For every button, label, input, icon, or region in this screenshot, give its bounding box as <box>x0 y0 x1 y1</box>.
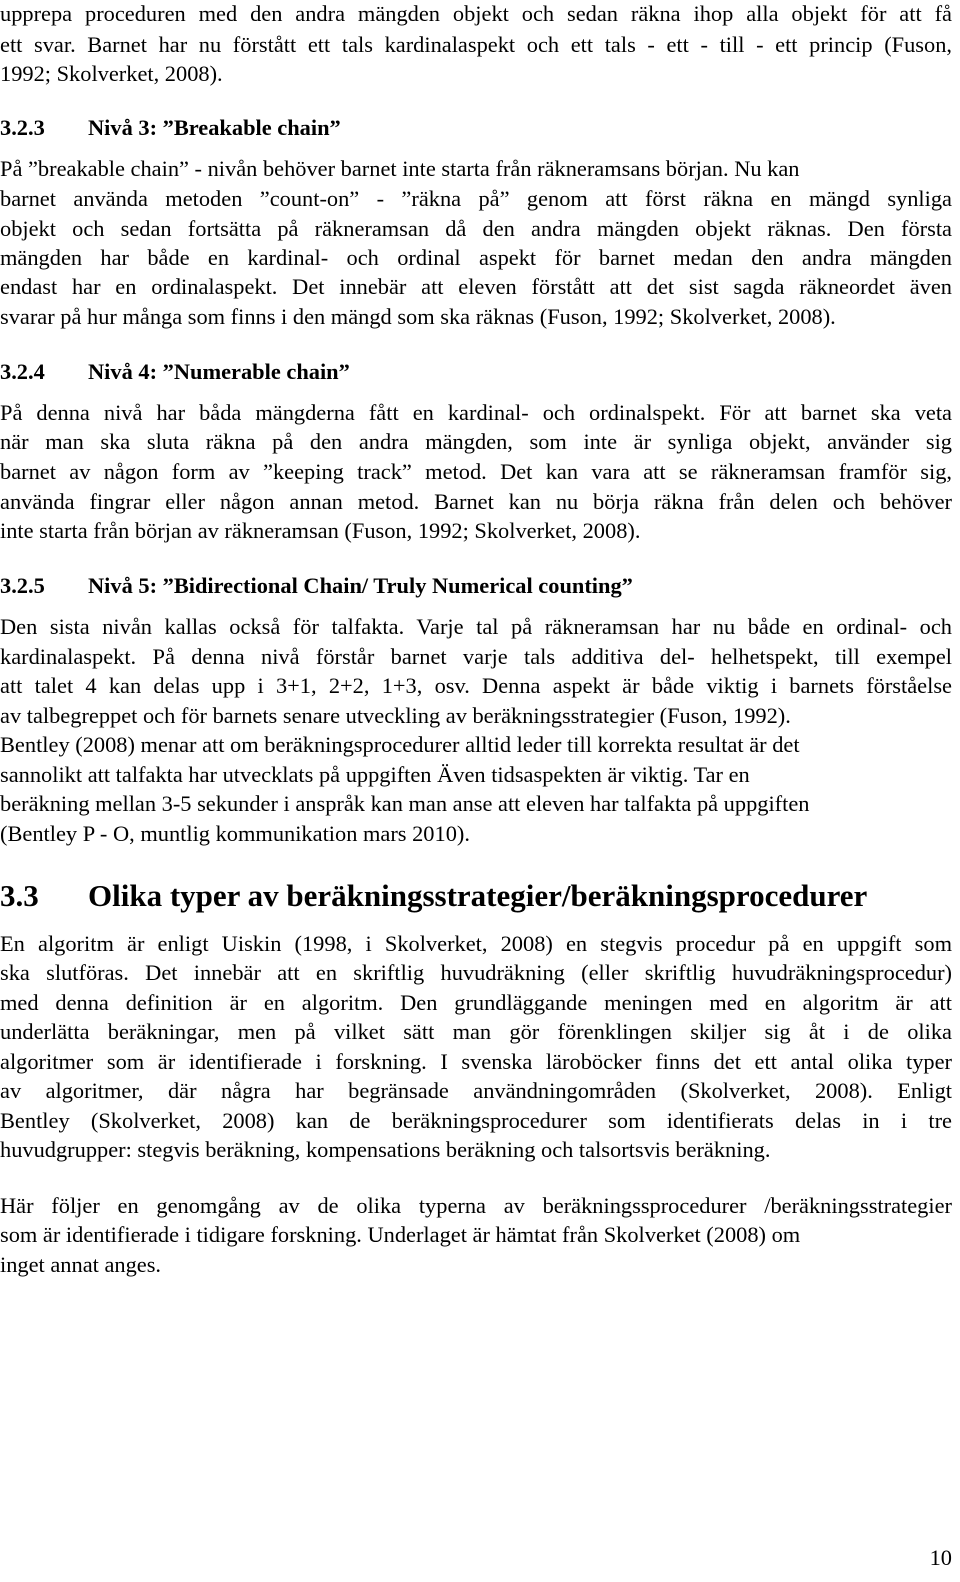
body-line: mängden har både en kardinal- och ordinal aspekt för barnet medan den andra mängden <box>0 245 952 270</box>
body-line: av talbegreppet och för barnets senare utveckling av beräkningsstrategier (Fuson, 1992). <box>0 703 791 728</box>
heading-3-2-5 <box>0 570 633 602</box>
body-line: svarar på hur många som finns i den mängd som ska räknas (Fuson, 1992; Skolverket, 2008). <box>0 304 836 329</box>
heading-title: Olika typer av beräkningsstrategier/beräkningsprocedurer <box>88 878 868 913</box>
body-line: algoritmer som är identifierade i forskning. I svenska läroböcker finns det ett antal olika typer <box>0 1049 952 1074</box>
body-line: använda fingrar eller någon annan metod. Barnet kan nu börja räkna från delen och behöver <box>0 489 952 514</box>
body-line: sannolikt att talfakta har utvecklats på uppgiften Även tidsaspekten är viktig. Tar en <box>0 762 750 787</box>
heading-3-2-4 <box>0 356 350 388</box>
body-line: inget annat anges. <box>0 1252 162 1277</box>
body-line: beräkning mellan 3-5 sekunder i anspråk kan man anse att eleven har talfakta på uppgiften <box>0 791 810 816</box>
body-line: ska slutföras. Det innebär att en skriftlig huvudräkning (eller skriftlig huvudräkningsprocedur) <box>0 960 952 985</box>
body-line: att talet 4 kan delas upp i 3+1, 2+2, 1+3, osv. Denna aspekt är både viktig i barnets förståelse <box>0 673 952 698</box>
body-line: Här följer en genomgång av de olika typerna av beräkningssprocedurer /beräkningsstrategier <box>0 1193 952 1218</box>
heading-title: Nivå 5: ”Bidirectional Chain/ Truly Numerical counting” <box>88 573 633 598</box>
body-line: (Bentley P - O, muntlig kommunikation mars 2010). <box>0 821 470 846</box>
heading-number: 3.2.4 <box>0 359 45 384</box>
body-line: På denna nivå har båda mängderna fått en kardinal- och ordinalspekt. För att barnet ska veta <box>0 400 952 425</box>
body-line: upprepa proceduren med den andra mängden objekt och sedan räkna ihop alla objekt för att få <box>0 1 952 26</box>
body-line: objekt och sedan fortsätta på räkneramsan då den andra mängden objekt räknas. Den första <box>0 216 952 241</box>
body-line: inte starta från början av räkneramsan (Fuson, 1992; Skolverket, 2008). <box>0 518 641 543</box>
heading-3-3 <box>0 876 867 916</box>
body-line: endast har en ordinalaspekt. Det innebär att eleven förstått att det sist sagda räkneordet även <box>0 274 952 299</box>
page-number: 10 <box>929 1545 952 1570</box>
body-line: Bentley (Skolverket, 2008) kan de beräkningsprocedurer som identifierats delas in i tre <box>0 1108 952 1133</box>
body-line: av algoritmer, där några har begränsade användningområden (Skolverket, 2008). Enligt <box>0 1078 952 1103</box>
body-line: underlätta beräkningar, men på vilket sätt man gör förenklingen skiljer sig åt i de olika <box>0 1019 952 1044</box>
body-line: huvudgrupper: stegvis beräkning, kompensations beräkning och talsortsvis beräkning. <box>0 1137 771 1162</box>
heading-title: Nivå 3: ”Breakable chain” <box>88 115 341 140</box>
heading-title: Nivå 4: ”Numerable chain” <box>88 359 350 384</box>
heading-3-2-3 <box>0 112 341 144</box>
body-line: På ”breakable chain” - nivån behöver barnet inte starta från räkneramsans början. Nu kan <box>0 156 800 181</box>
body-line: när man ska sluta räkna på den andra mängden, som inte är synliga objekt, använder sig <box>0 429 952 454</box>
body-line: Den sista nivån kallas också för talfakta. Varje tal på räkneramsan har nu både en ordinal- och <box>0 614 952 639</box>
body-line: som är identifierade i tidigare forskning. Underlaget är hämtat från Skolverket (2008) om <box>0 1222 801 1247</box>
body-line: barnet använda metoden ”count-on” - ”räkna på” genom att först räkna en mängd synliga <box>0 186 952 211</box>
body-line: En algoritm är enligt Uiskin (1998, i Skolverket, 2008) en stegvis procedur på en uppgift som <box>0 931 952 956</box>
heading-number: 3.2.5 <box>0 573 45 598</box>
body-line: kardinalaspekt. På denna nivå förstår barnet varje tals additiva del- helhetspekt, till exempel <box>0 644 952 669</box>
body-line: 1992; Skolverket, 2008). <box>0 61 223 86</box>
body-line: ett svar. Barnet har nu förstått ett tals kardinalaspekt och ett tals - ett - till - ett princip (Fuson, <box>0 32 952 57</box>
heading-number: 3.3 <box>0 878 39 913</box>
body-line: Bentley (2008) menar att om beräkningsprocedurer alltid leder till korrekta resultat är det <box>0 732 800 757</box>
body-line: med denna definition är en algoritm. Den grundläggande meningen med en algoritm är att <box>0 990 952 1015</box>
heading-number: 3.2.3 <box>0 115 45 140</box>
body-line: barnet av någon form av ”keeping track” metod. Det kan vara att se räkneramsan framför sig, <box>0 459 952 484</box>
